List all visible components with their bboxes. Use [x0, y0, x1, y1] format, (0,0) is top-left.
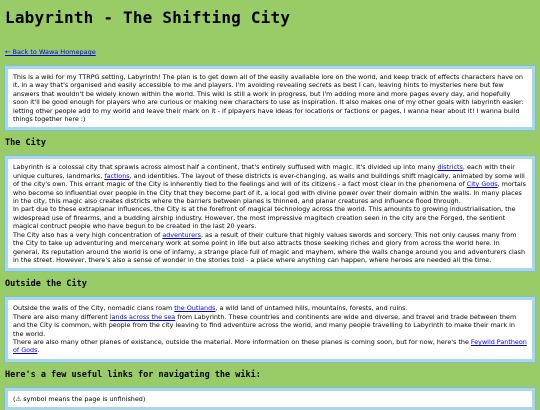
city-heading: The City: [5, 138, 46, 149]
back-to-homepage-link[interactable]: ← Back to Wawa Homepage: [5, 48, 96, 56]
outside-text: Outside the walls of the City, nomadic clans roam: [13, 304, 175, 313]
city-text: The City also has a very high concentration of: [13, 230, 163, 239]
outlands-link[interactable]: the Outlands: [174, 304, 216, 313]
outside-text: , a wild land of untamed hills, mountains, forests, and ruins.: [215, 304, 408, 313]
city-text: , as a result of their culture that highly values swords and sorcery. This not only causes many from the City to take up adventuring and mercenary work at some point in life but also attracts those seeking riches and glory from across the world here. In general, its reputation around the world is one of infamy, a strange place full of magic and mayhem, where the walls change around you and adventurers clash in the street. However, there's also a sense of wonder in the stories told - a place where anything can happen, where heroes are needed all the time.: [13, 230, 526, 264]
page-title: Labyrinth - The Shifting City: [5, 8, 291, 27]
outside-text: .: [37, 346, 40, 355]
outside-box: [5, 297, 535, 361]
intro-box: [5, 66, 535, 130]
outside-heading: Outside the City: [5, 279, 87, 290]
outside-text: There are also many different: [13, 312, 110, 321]
links-box: [5, 388, 535, 410]
links-heading: Here's a few useful links for navigating the wiki:: [5, 369, 261, 380]
outside-text: There are also many other planes of existance, outside the material. More information on these planes is coming soon, but for now, here's the: [13, 337, 471, 346]
outside-paragraph-2: [13, 313, 527, 338]
feywild-pantheon-link[interactable]: Feywild Pantheon of Gods: [13, 337, 527, 355]
intro-text: This is a wiki for my TTRPG setting, Labyrinth! The plan is to get down all of the easily available lore on the world, and keep track of effects characters have on it, in a way that's organised and easily accessible to me and players. I'm avoiding revealing secrets as best I can, leaving hints to mysteries here but few answers that wouldn't be widely known within the world. This wiki is still a work in progress, but I'm adding more and more pages every day, and hopefully soon it'll be good enough for players who are curious or making new characters to use as inspiration. It also makes one of my other goals with labyrinth easier: letting other people add to my world and leave their mark on it - if plpayers have ideas for locations or factions or pages, I wanna hear about it! I wanna build things together here :): [13, 73, 524, 124]
factions-link[interactable]: factions: [104, 171, 130, 180]
city-box: [5, 156, 535, 271]
city-paragraph-3: [13, 231, 527, 265]
unfinished-note: (⚠ symbol means the page is unfinished): [13, 394, 146, 403]
city-text: , each with their unique cultures, landmarks,: [13, 163, 515, 180]
outside-paragraph-1: [13, 304, 527, 312]
outside-text: from Labyrinth. These countries and continents are wide and diverse, and travel and trade between them and the City is common, with people from the city leaving to find adventure across the world, and many people travelling to Labyrinth to make their mark in the world.: [13, 312, 517, 338]
adventurers-link[interactable]: adventurers: [162, 230, 201, 239]
districts-link[interactable]: districts: [437, 163, 463, 172]
city-paragraph-1: [13, 163, 527, 205]
outside-paragraph-3: [13, 338, 527, 355]
city-text: Labyrinth is a colossal city that sprawls across almost half a continent, that's entirely suffused with magic. It's divided up into many: [13, 163, 438, 172]
city-text: , and identities. The layout of these districts is ever-changing, as walls and buildings shift magically, animated by some will of the city's own. This errant magic of the City is inherently tied to the feelings and will of its citizens - a fact most clear in the phenomena of: [13, 171, 525, 189]
lands-across-sea-link[interactable]: lands across the sea: [109, 312, 176, 321]
city-paragraph-2: In part due to these extraplanar influences, the City is at the forefront of magical technology across the world. This amounts to growing industrialisation, the widespread use of firearms, and a budding airship industry. However, the most impressive magitech creation seen in the city are the Forged, the sentient magical contruct people who have begun to be created in the last 20 years.: [13, 205, 516, 231]
city-text: , mortals who become so influential over people in the City that they become part of it, a local god with divine power over their domain within the walls. In many places in the city, this magic also creates districts where the barriers between planes is thinned, and planar creatures and influence flood through.: [13, 180, 526, 206]
city-gods-link[interactable]: City Gods: [466, 180, 498, 189]
